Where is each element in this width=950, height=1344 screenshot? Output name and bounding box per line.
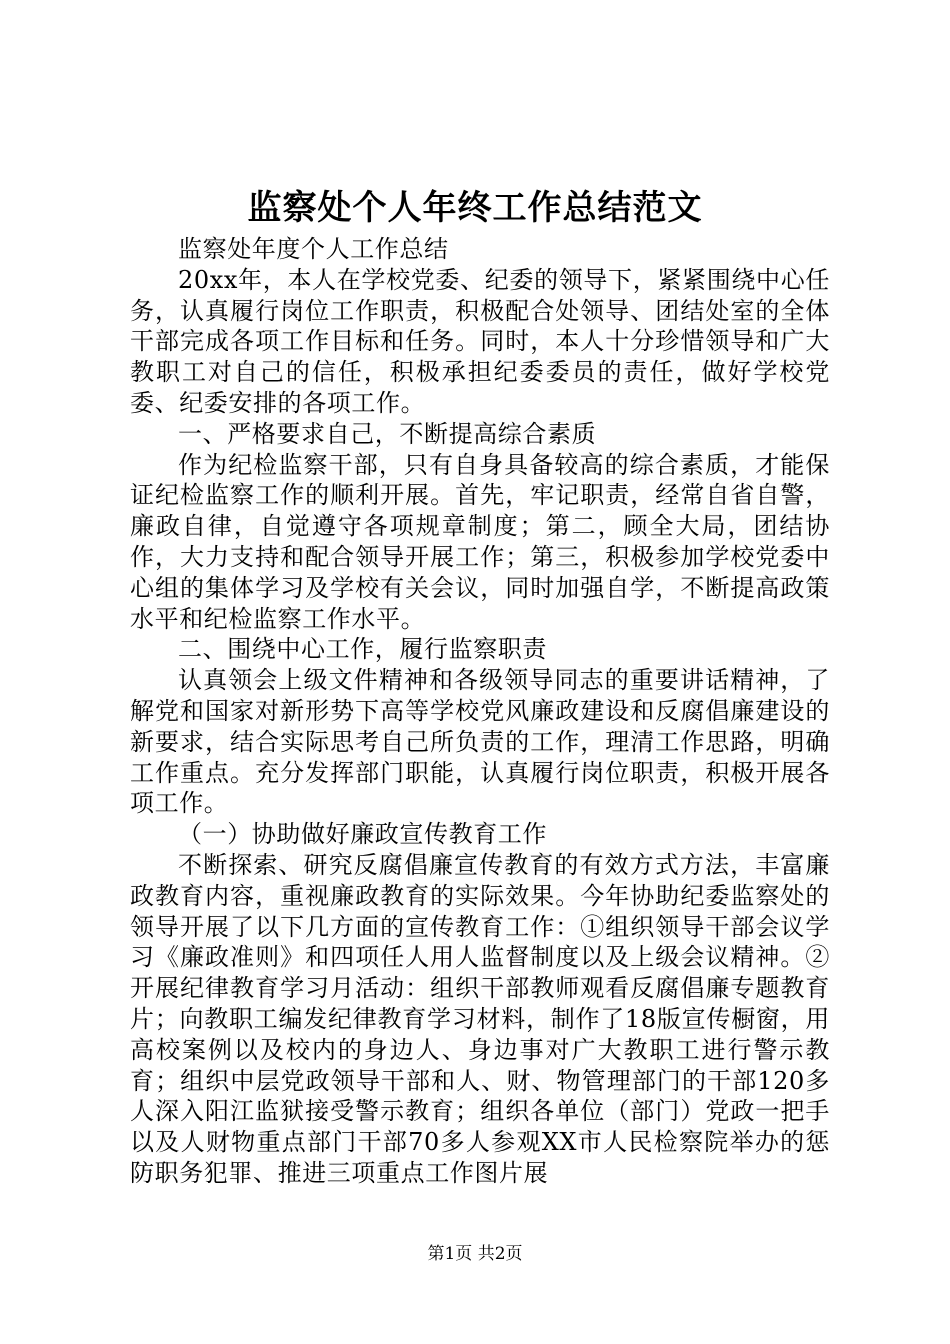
section-heading-1: 一、严格要求自己，不断提高综合素质	[178, 419, 597, 448]
document-title: 监察处个人年终工作总结范文	[247, 188, 703, 228]
page-footer: 第1页 共2页	[427, 1244, 523, 1264]
document-body	[130, 234, 830, 1189]
paragraph-subsection-1: 不断探索、研究反腐倡廉宣传教育的有效方式方法，丰富廉政教育内容，重视廉政教育的实际效果。今年协助纪委监察处的领导开展了以下几方面的宣传教育工作：①组织领导干部会议学习《廉政准则》和四项任人用人监督制度以及上级会议精神。②开展纪律教育学习月活动：组织干部教师观看反腐倡廉专题教育片；向教职工编发纪律教育学习材料，制作了18版宣传橱窗，用高校案例以及校内的身边人、身边事对广大教职工进行警示教育；组织中层党政领导干部和人、财、物管理部门的干部120多人深入阳江监狱接受警示教育；组织各单位（部门）党政一把手以及人财物重点部门干部70多人参观XX市人民检察院举办的惩防职务犯罪、推进三项重点工作图片展	[130, 850, 830, 1187]
section-heading-2: 二、围绕中心工作，履行监察职责	[178, 635, 547, 664]
paragraph-section-2: 认真领会上级文件精神和各级领导同志的重要讲话精神，了解党和国家对新形势下高等学校党风廉政建设和反腐倡廉建设的新要求，结合实际思考自己所负责的工作，理清工作思路，明确工作重点。充分发挥部门职能，认真履行岗位职责，积极开展各项工作。	[130, 666, 830, 818]
paragraph-section-1: 作为纪检监察干部，只有自身具备较高的综合素质，才能保证纪检监察工作的顺利开展。首先，牢记职责，经常自省自警，廉政自律，自觉遵守各项规章制度；第二，顾全大局，团结协作，大力支持和配合领导开展工作；第三，积极参加学校党委中心组的集体学习及学校有关会议，同时加强自学，不断提高政策水平和纪检监察工作水平。	[130, 450, 830, 633]
subsection-heading-1: （一）协助做好廉政宣传教育工作	[178, 820, 547, 849]
paragraph-subtitle: 监察处年度个人工作总结	[178, 235, 449, 263]
paragraph-intro: 20xx年，本人在学校党委、纪委的领导下，紧紧围绕中心任务，认真履行岗位工作职责，积极配合处领导、团结处室的全体干部完成各项工作目标和任务。同时，本人十分珍惜领导和广大教职工对自己的信任，积极承担纪委委员的责任，做好学校党委、纪委安排的各项工作。	[130, 265, 830, 417]
